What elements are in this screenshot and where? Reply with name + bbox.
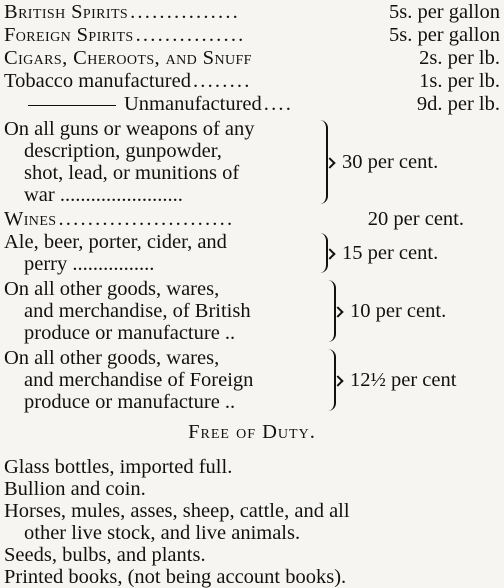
item-label: Unmanufactured	[124, 93, 262, 115]
duty-rate: 30 per cent.	[342, 150, 439, 173]
duty-row-cigars	[4, 47, 500, 70]
duty-group-foreign-goods	[4, 347, 500, 413]
duty-rate: 10 per cent.	[350, 299, 447, 322]
free-of-duty-heading: Free of Duty.	[188, 421, 316, 443]
description-line: On all guns or weapons of any	[4, 118, 255, 140]
duty-group-weapons	[4, 118, 500, 206]
duty-rate: 5s. per gallon	[388, 1, 500, 23]
description-line: On all other goods, wares,	[4, 347, 220, 369]
duty-rate: 20 per cent.	[367, 208, 464, 230]
leader-dots: ........................	[58, 208, 235, 230]
free-item: Horses, mules, asses, sheep, cattle, and all	[4, 499, 350, 522]
item-label: British Spirits	[4, 1, 129, 23]
description-line: description, gunpowder,	[24, 140, 222, 162]
duty-row-wines	[4, 208, 500, 231]
item-label: Foreign Spirits	[4, 24, 134, 46]
duty-row-foreign-spirits	[4, 24, 500, 47]
duty-rate: 12½ per cent	[350, 368, 457, 391]
duty-group-british-goods	[4, 278, 500, 344]
free-item: Bullion and coin.	[4, 477, 146, 500]
leader-dots: ........	[192, 70, 252, 92]
description-line: perry ................	[24, 253, 155, 275]
duty-row-british-spirits	[4, 1, 500, 24]
leader-dots: ...............	[130, 1, 240, 23]
item-label-wrapper	[4, 93, 262, 116]
description-line: On all other goods, wares,	[4, 278, 220, 300]
duty-row-tobacco-manufactured	[4, 70, 500, 93]
brace	[324, 349, 336, 411]
leader-spacer	[252, 47, 413, 70]
duty-rate: 9d. per lb.	[416, 93, 500, 115]
description-line: war ........................	[24, 184, 183, 206]
free-item: Seeds, bulbs, and plants.	[4, 543, 206, 566]
item-label: Wines	[4, 208, 57, 230]
tariff-document	[4, 1, 500, 588]
ditto-rule	[28, 105, 116, 106]
group-description	[4, 231, 314, 275]
duty-rate: 15 per cent.	[342, 241, 439, 264]
duty-rate: 2s. per lb.	[419, 47, 500, 69]
item-label: Cigars, Cheroots, and Snuff	[4, 47, 252, 69]
description-line: produce or manufacture ..	[24, 322, 236, 344]
description-line: and merchandise of Foreign	[24, 369, 254, 391]
description-line: produce or manufacture ..	[24, 391, 236, 413]
duty-row-tobacco-unmanufactured	[4, 93, 500, 116]
duty-rate: 5s. per gallon	[388, 24, 500, 46]
description-line: Ale, beer, porter, cider, and	[4, 231, 227, 253]
free-of-duty-list	[4, 456, 500, 588]
duty-rate: 1s. per lb.	[419, 70, 500, 92]
group-description	[4, 118, 314, 206]
brace	[316, 233, 328, 273]
free-item: Glass bottles, imported full.	[4, 455, 233, 478]
leader-dots: ...............	[135, 24, 246, 46]
brace	[324, 280, 336, 342]
free-item: Printed books, (not being account books).	[4, 565, 347, 588]
brace	[316, 120, 328, 204]
duty-group-ale	[4, 231, 500, 275]
group-description	[4, 347, 322, 413]
description-line: shot, lead, or munitions of	[24, 162, 240, 184]
leader-dots: ....	[263, 93, 294, 115]
free-item-continued: other live stock, and live animals.	[24, 521, 301, 544]
description-line: and merchandise, of British	[24, 300, 251, 322]
group-description	[4, 278, 322, 344]
item-label: Tobacco manufactured	[4, 70, 191, 92]
